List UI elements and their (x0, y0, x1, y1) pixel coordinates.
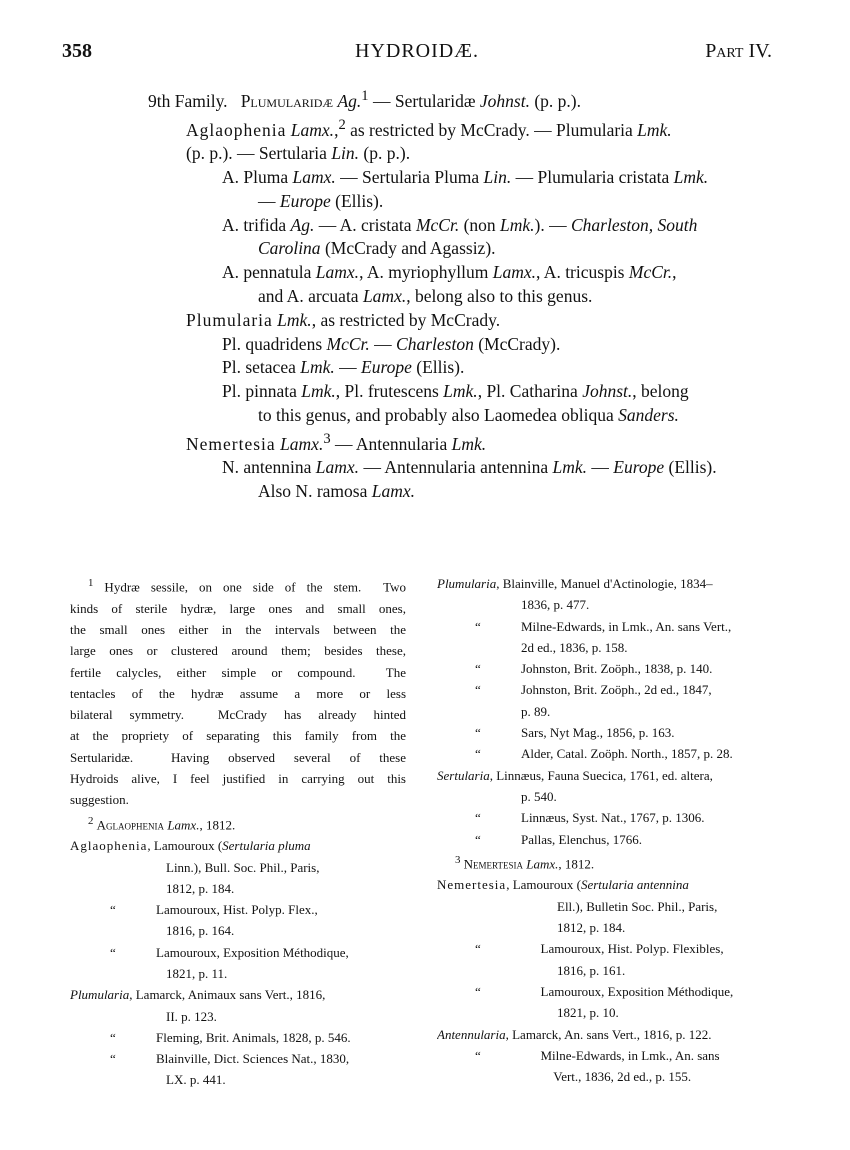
footnote-line: “ Sars, Nyt Mag., 1856, p. 163. (475, 725, 675, 741)
text-line: Aglaophenia Lamx.,$^2$ as restricted by McCrady. — Plumularia Lmk. (186, 116, 672, 140)
footnote-line: “ Pallas, Elenchus, 1766. (475, 831, 642, 847)
footnote-line: “ Blainville, Dict. Sciences Nat., 1830, (110, 1051, 350, 1067)
footnote-line: Antennularia, Lamarck, An. sans Vert., 1816, p. 122. (437, 1026, 712, 1042)
footnote-line: “ Lamouroux, Hist. Polyp. Flex., (110, 902, 318, 918)
footnote-line: 2d ed., 1836, p. 158. (521, 639, 628, 655)
text-line: A. trifida Ag. — A. cristata McCr. (non Lmk.). — Charleston, South (222, 214, 698, 235)
footnote-line: large ones or clustered around them; besides these, (70, 643, 406, 659)
text-line: to this genus, and probably also Laomedea obliqua Sanders. (258, 405, 679, 426)
footnote-line: $^2$ Aglaophenia Lamx., 1812. (88, 814, 236, 832)
footnote-line: 1821, p. 10. (557, 1005, 619, 1021)
footnote-line: 1812, p. 184. (557, 920, 626, 936)
footnote-line: Vert., 1836, 2d ed., p. 155. (537, 1069, 692, 1085)
footnote-line: 1812, p. 184. (166, 880, 235, 896)
text-line: Also N. ramosa Lamx. (258, 481, 415, 502)
footnotes-right-column (437, 573, 775, 1087)
footnote-line: LX. p. 441. (166, 1072, 226, 1088)
footnotes-left-column (70, 573, 406, 1091)
text-line: Pl. setacea Lmk. — Europe (Ellis). (222, 357, 465, 378)
footnote-line: Linn.), Bull. Soc. Phil., Paris, (166, 859, 320, 875)
footnote-line: “ Lamouroux, Exposition Méthodique, (110, 944, 349, 960)
text-line: (p. p.). — Sertularia Lin. (p. p.). (186, 143, 411, 164)
footnote-line: Sertularia, Linnæus, Fauna Suecica, 1761, ed. altera, (437, 767, 713, 783)
footnote-line: kinds of sterile hydræ, large ones and small ones, (70, 600, 406, 616)
footnote-line: “ Johnston, Brit. Zoöph., 2d ed., 1847, (475, 682, 712, 698)
footnote-line: $^1$ Hydræ sessile, on one side of the stem. Two (88, 577, 406, 595)
footnote-line: $^3$ Nemertesia Lamx., 1812. (455, 853, 595, 872)
footnote-line: Aglaophenia, Lamouroux (Sertularia pluma (70, 838, 311, 854)
footnote-line: at the propriety of separating this family from the (70, 728, 406, 744)
page-header (62, 40, 772, 70)
footnote-line: 1816, p. 164. (166, 923, 235, 939)
footnote-line: “ Lamouroux, Hist. Polyp. Flexibles, (475, 941, 724, 957)
footnote-line: “ Milne-Edwards, in Lmk., An. sans Vert., (475, 618, 732, 634)
footnote-line: Sertularidæ. Having observed several of these (70, 749, 406, 765)
text-line: — Europe (Ellis). (258, 190, 384, 211)
footnote-line: “ Lamouroux, Exposition Méthodique, (475, 983, 734, 999)
footnote-line: tentacles of the hydræ assume a more or less (70, 685, 406, 701)
footnote-line: “ Milne-Edwards, in Lmk., An. sans (475, 1047, 720, 1063)
text-line: N. antennina Lamx. — Antennularia antennina Lmk. — Europe (Ellis). (222, 457, 717, 478)
text-line: A. pennatula Lamx., A. myriophyllum Lamx., A. tricuspis McCr., (222, 262, 677, 283)
text-line: A. Pluma Lamx. — Sertularia Pluma Lin. — Plumularia cristata Lmk. (222, 167, 709, 188)
footnote-line: p. 89. (521, 703, 551, 719)
footnote-line: II. p. 123. (166, 1008, 217, 1024)
footnote-line: Plumularia, Blainville, Manuel d'Actinologie, 1834– (437, 576, 713, 591)
footnote-line: “ Alder, Catal. Zoöph. North., 1857, p. 28. (475, 746, 733, 762)
text-line: Carolina (McCrady and Agassiz). (258, 238, 496, 259)
footnote-line: Nemertesia, Lamouroux (Sertularia antennina (437, 877, 689, 893)
footnote-line: bilateral symmetry. McCrady has already hinted (70, 707, 406, 723)
footnote-line: 1816, p. 161. (557, 962, 626, 978)
text-line: Pl. quadridens McCr. — Charleston (McCrady). (222, 333, 561, 354)
footnote-line: p. 540. (521, 788, 557, 804)
page-number: 358 (62, 40, 92, 62)
footnote-line: fertile calycles, either simple or compound. The (70, 664, 406, 680)
text-line: and A. arcuata Lamx., belong also to this genus. (258, 286, 593, 307)
footnote-line: the small ones either in the intervals between the (70, 621, 406, 637)
text-line: 9th Family. Plumularidæ Ag.$^1$ — Sertularidæ Johnst. (p. p.). (148, 88, 582, 111)
footnote-line: Plumularia, Lamarck, Animaux sans Vert., 1816, (70, 987, 326, 1003)
part-label: Part IV. (705, 40, 772, 62)
text-line: Nemertesia Lamx.$^3$ — Antennularia Lmk. (186, 430, 487, 454)
footnote-line: “ Fleming, Brit. Animals, 1828, p. 546. (110, 1029, 351, 1045)
running-title: HYDROIDÆ. (355, 40, 479, 62)
footnote-line: Hydroids alive, I feel justified in carrying out this (70, 771, 406, 786)
classification-list (148, 85, 780, 504)
footnote-line: 1821, p. 11. (166, 966, 228, 981)
footnote-line: Ell.), Bulletin Soc. Phil., Paris, (557, 898, 718, 914)
text-line: Pl. pinnata Lmk., Pl. frutescens Lmk., Pl. Catharina Johnst., belong (222, 381, 689, 402)
footnote-line: 1836, p. 477. (521, 597, 590, 613)
footnote-line: “ Linnæus, Syst. Nat., 1767, p. 1306. (475, 810, 705, 826)
footnote-line: “ Johnston, Brit. Zoöph., 1838, p. 140. (475, 661, 713, 677)
footnote-line: suggestion. (70, 792, 129, 808)
text-line: Plumularia Lmk., as restricted by McCrady. (186, 309, 501, 330)
